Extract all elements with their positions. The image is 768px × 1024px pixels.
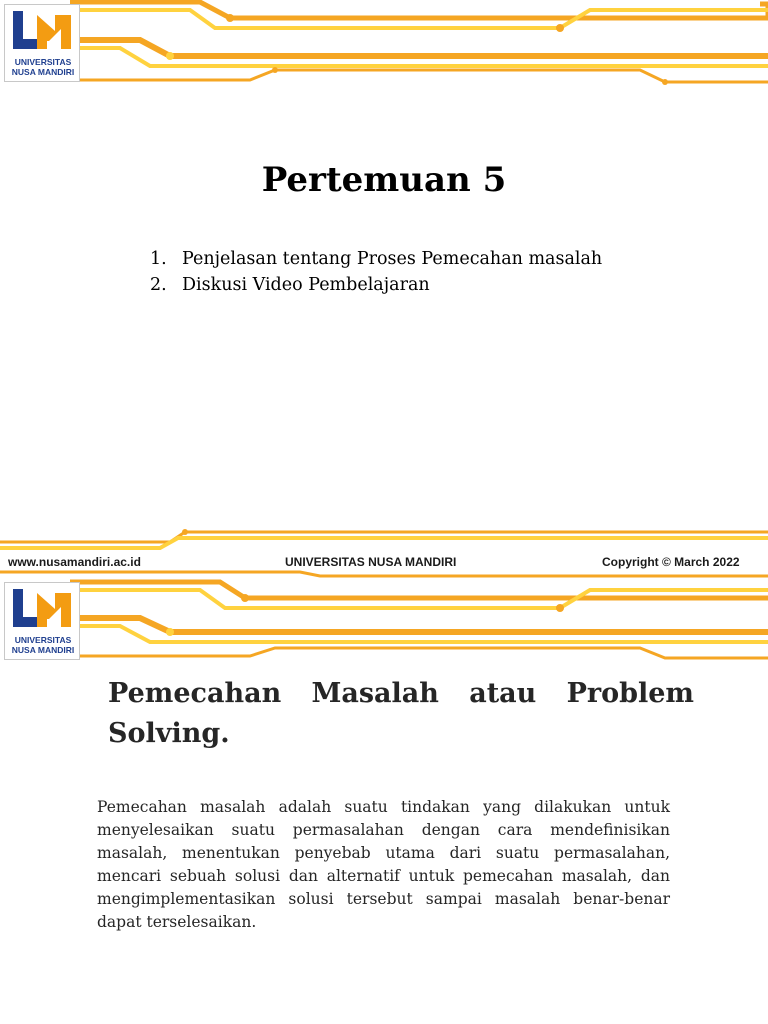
circuit-board-banner: [0, 578, 768, 668]
agenda-item: [150, 272, 602, 298]
footer-university: UNIVERSITAS NUSA MANDIRI: [285, 555, 457, 569]
university-logo: [4, 582, 80, 660]
agenda-item-number: 2.: [150, 275, 167, 295]
body-paragraph: Pemecahan masalah adalah suatu tindakan yang dilakukan untuk menyelesaikan suatu permasalahan dengan cara mendefinisikan masalah, menentukan penyebab utama dari suatu permasalahan, mencari sebuah solusi dan alternatif untuk pemecahan masalah, dan mengimplementasikan solusi tersebut sampai masalah benar-benar dapat terselesaikan.: [97, 798, 670, 931]
footer-website: www.nusamandiri.ac.id: [8, 555, 141, 569]
agenda-item: [150, 246, 602, 272]
circuit-board-banner: [0, 0, 768, 90]
agenda-item-number: 1.: [150, 249, 167, 269]
agenda-item-text: Diskusi Video Pembelajaran: [182, 275, 430, 295]
footer-circuit-banner: [0, 528, 768, 578]
logo-text-line1: UNIVERSITAS: [14, 635, 72, 645]
logo-mark-icon: [11, 587, 73, 629]
slide-2: [0, 578, 768, 1024]
agenda-list: [150, 246, 602, 298]
university-logo: [4, 4, 80, 82]
logo-text-line1: UNIVERSITAS: [14, 57, 72, 67]
agenda-item-text: Penjelasan tentang Proses Pemecahan masalah: [182, 249, 603, 269]
logo-text-line2: NUSA MANDIRI: [11, 67, 75, 77]
section-heading: Pemecahan Masalah atau Problem Solving.: [108, 678, 694, 749]
slide-title: Pertemuan 5: [261, 160, 507, 200]
logo-mark-icon: [11, 9, 73, 51]
footer-copyright: Copyright © March 2022: [602, 555, 740, 569]
logo-text-line2: NUSA MANDIRI: [11, 645, 75, 655]
